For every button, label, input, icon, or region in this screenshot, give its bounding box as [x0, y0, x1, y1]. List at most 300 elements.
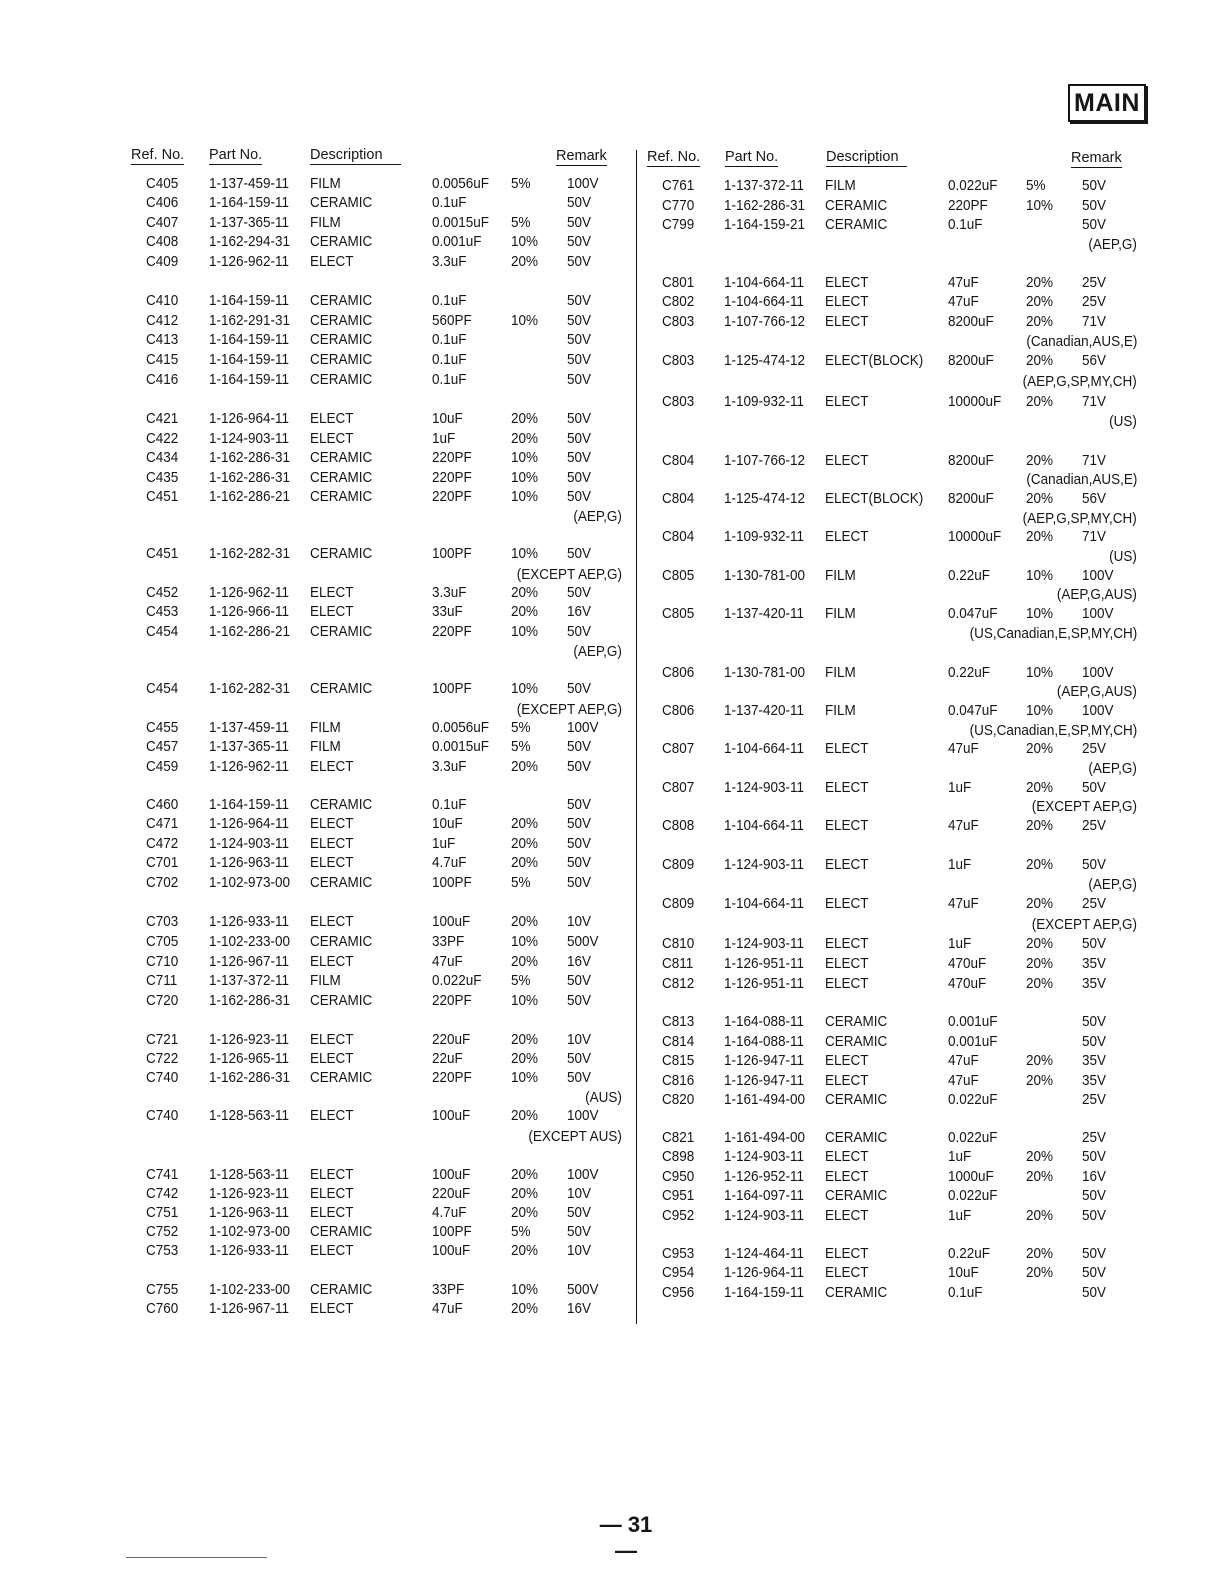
- voltage-cell: 71V: [1082, 393, 1107, 410]
- description-cell: CERAMIC: [825, 1033, 888, 1050]
- remark-note-cell: (AEP,G): [1088, 760, 1137, 777]
- description-cell: ELECT: [310, 953, 354, 970]
- value-cell: 0.047uF: [948, 702, 998, 719]
- ref-no-cell: C815: [662, 1052, 695, 1069]
- part-no-cell: 1-161-494-00: [724, 1091, 806, 1108]
- description-cell: ELECT: [825, 1264, 869, 1281]
- part-no-cell: 1-124-464-11: [724, 1245, 805, 1262]
- part-no-cell: 1-126-923-11: [209, 1185, 290, 1202]
- ref-no-cell: C742: [146, 1185, 179, 1202]
- tolerance-cell: 10%: [511, 545, 539, 562]
- voltage-cell: 16V: [567, 603, 592, 620]
- value-cell: 470uF: [948, 975, 987, 992]
- tolerance-cell: 20%: [1026, 393, 1054, 410]
- tolerance-cell: 20%: [1026, 528, 1054, 545]
- remark-note-cell: (AEP,G,SP,MY,CH): [1022, 510, 1137, 527]
- voltage-cell: 50V: [567, 796, 592, 813]
- value-cell: 0.1uF: [432, 292, 467, 309]
- voltage-cell: 50V: [567, 292, 592, 309]
- ref-no-cell: C409: [146, 253, 179, 270]
- tolerance-cell: 20%: [511, 913, 539, 930]
- voltage-cell: 25V: [1082, 274, 1107, 291]
- ref-no-cell: C805: [662, 567, 695, 584]
- tolerance-cell: 20%: [1026, 1245, 1054, 1262]
- description-cell: CERAMIC: [310, 351, 373, 368]
- description-cell: CERAMIC: [825, 1091, 888, 1108]
- tolerance-cell: 10%: [1026, 702, 1054, 719]
- voltage-cell: 100V: [567, 175, 599, 192]
- remark-note-cell: (US,Canadian,E,SP,MY,CH): [969, 625, 1137, 642]
- value-cell: 33uF: [432, 603, 463, 620]
- ref-no-cell: C814: [662, 1033, 695, 1050]
- voltage-cell: 50V: [1082, 1264, 1107, 1281]
- part-no-cell: 1-162-282-31: [209, 545, 291, 562]
- ref-no-cell: C804: [662, 452, 695, 469]
- voltage-cell: 50V: [567, 874, 592, 891]
- part-no-cell: 1-164-088-11: [724, 1013, 805, 1030]
- description-cell: ELECT: [825, 895, 869, 912]
- header-description-right: Description: [826, 149, 907, 167]
- part-no-cell: 1-126-964-11: [724, 1264, 805, 1281]
- ref-no-cell: C751: [146, 1204, 179, 1221]
- part-no-cell: 1-130-781-00: [724, 664, 806, 681]
- voltage-cell: 500V: [567, 1281, 599, 1298]
- remark-note-cell: (EXCEPT AEP,G): [1031, 916, 1137, 933]
- voltage-cell: 50V: [567, 351, 592, 368]
- tolerance-cell: 20%: [511, 1185, 539, 1202]
- description-cell: ELECT: [310, 815, 354, 832]
- description-cell: FILM: [825, 177, 856, 194]
- remark-note-cell: (AEP,G): [1088, 236, 1137, 253]
- voltage-cell: 50V: [567, 758, 592, 775]
- voltage-cell: 50V: [1082, 216, 1107, 233]
- tolerance-cell: 20%: [511, 1166, 539, 1183]
- tolerance-cell: 20%: [511, 835, 539, 852]
- tolerance-cell: 20%: [511, 584, 539, 601]
- remark-note-cell: (AEP,G): [1088, 876, 1137, 893]
- description-cell: CERAMIC: [310, 623, 373, 640]
- part-no-cell: 1-126-962-11: [209, 584, 290, 601]
- voltage-cell: 56V: [1082, 352, 1107, 369]
- tolerance-cell: 5%: [511, 1223, 531, 1240]
- value-cell: 47uF: [948, 274, 979, 291]
- description-cell: CERAMIC: [310, 449, 373, 466]
- tolerance-cell: 10%: [1026, 664, 1054, 681]
- value-cell: 47uF: [948, 293, 979, 310]
- ref-no-cell: C451: [146, 545, 179, 562]
- part-no-cell: 1-126-951-11: [724, 975, 805, 992]
- value-cell: 100PF: [432, 1223, 472, 1240]
- value-cell: 33PF: [432, 1281, 465, 1298]
- value-cell: 8200uF: [948, 490, 994, 507]
- remark-note-cell: (EXCEPT AEP,G): [1031, 798, 1137, 815]
- ref-no-cell: C410: [146, 292, 179, 309]
- value-cell: 3.3uF: [432, 253, 467, 270]
- value-cell: 220PF: [432, 623, 472, 640]
- voltage-cell: 16V: [1082, 1168, 1107, 1185]
- tolerance-cell: 20%: [511, 815, 539, 832]
- description-cell: ELECT: [825, 313, 869, 330]
- ref-no-cell: C413: [146, 331, 179, 348]
- voltage-cell: 50V: [567, 623, 592, 640]
- ref-no-cell: C408: [146, 233, 179, 250]
- description-cell: ELECT: [825, 293, 869, 310]
- tolerance-cell: 5%: [1026, 177, 1046, 194]
- ref-no-cell: C952: [662, 1207, 695, 1224]
- part-no-cell: 1-126-923-11: [209, 1031, 290, 1048]
- value-cell: 0.1uF: [432, 194, 467, 211]
- value-cell: 22uF: [432, 1050, 463, 1067]
- remark-note-cell: (AEP,G,AUS): [1056, 586, 1137, 603]
- ref-no-cell: C421: [146, 410, 179, 427]
- ref-no-cell: C705: [146, 933, 179, 950]
- ref-no-cell: C755: [146, 1281, 179, 1298]
- value-cell: 0.022uF: [948, 1187, 998, 1204]
- header-description-left: Description: [310, 147, 401, 165]
- voltage-cell: 50V: [567, 738, 592, 755]
- tolerance-cell: 20%: [1026, 1168, 1054, 1185]
- part-no-cell: 1-125-474-12: [724, 352, 806, 369]
- description-cell: ELECT: [310, 1031, 354, 1048]
- ref-no-cell: C801: [662, 274, 695, 291]
- description-cell: ELECT: [310, 913, 354, 930]
- voltage-cell: 25V: [1082, 740, 1107, 757]
- part-no-cell: 1-124-903-11: [209, 430, 290, 447]
- description-cell: FILM: [310, 972, 341, 989]
- value-cell: 0.0056uF: [432, 175, 490, 192]
- tolerance-cell: 10%: [511, 992, 539, 1009]
- voltage-cell: 10V: [567, 913, 592, 930]
- part-no-cell: 1-109-932-11: [724, 393, 805, 410]
- description-cell: ELECT: [310, 1300, 354, 1317]
- description-cell: CERAMIC: [310, 933, 373, 950]
- voltage-cell: 10V: [567, 1185, 592, 1202]
- part-no-cell: 1-126-963-11: [209, 1204, 290, 1221]
- ref-no-cell: C806: [662, 664, 695, 681]
- value-cell: 47uF: [948, 817, 979, 834]
- description-cell: FILM: [310, 738, 341, 755]
- part-no-cell: 1-126-966-11: [209, 603, 290, 620]
- tolerance-cell: 20%: [1026, 817, 1054, 834]
- description-cell: CERAMIC: [310, 1281, 373, 1298]
- voltage-cell: 50V: [1082, 1148, 1107, 1165]
- voltage-cell: 50V: [1082, 197, 1107, 214]
- tolerance-cell: 20%: [511, 1204, 539, 1221]
- ref-no-cell: C405: [146, 175, 179, 192]
- description-cell: CERAMIC: [310, 874, 373, 891]
- remark-note-cell: (EXCEPT AEP,G): [516, 566, 622, 583]
- description-cell: ELECT: [825, 779, 869, 796]
- part-no-cell: 1-124-903-11: [724, 935, 805, 952]
- ref-no-cell: C703: [146, 913, 179, 930]
- description-cell: CERAMIC: [825, 1129, 888, 1146]
- value-cell: 47uF: [432, 953, 463, 970]
- description-cell: FILM: [825, 567, 856, 584]
- ref-no-cell: C802: [662, 293, 695, 310]
- description-cell: CERAMIC: [310, 1069, 373, 1086]
- footer-link-underline: [126, 1557, 267, 1558]
- voltage-cell: 50V: [567, 545, 592, 562]
- ref-no-cell: C809: [662, 856, 695, 873]
- part-no-cell: 1-124-903-11: [724, 856, 805, 873]
- description-cell: ELECT: [310, 1204, 354, 1221]
- ref-no-cell: C460: [146, 796, 179, 813]
- voltage-cell: 50V: [567, 854, 592, 871]
- value-cell: 100uF: [432, 1166, 471, 1183]
- remark-note-cell: (EXCEPT AUS): [528, 1128, 622, 1145]
- ref-no-cell: C821: [662, 1129, 695, 1146]
- description-cell: ELECT: [825, 1052, 869, 1069]
- tolerance-cell: 10%: [511, 680, 539, 697]
- tolerance-cell: 5%: [511, 874, 531, 891]
- part-no-cell: 1-126-933-11: [209, 1242, 290, 1259]
- part-no-cell: 1-162-294-31: [209, 233, 291, 250]
- voltage-cell: 50V: [567, 1223, 592, 1240]
- voltage-cell: 50V: [567, 835, 592, 852]
- tolerance-cell: 20%: [511, 1242, 539, 1259]
- description-cell: ELECT: [825, 975, 869, 992]
- tolerance-cell: 20%: [511, 1031, 539, 1048]
- tolerance-cell: 5%: [511, 175, 531, 192]
- description-cell: ELECT: [310, 1242, 354, 1259]
- description-cell: CERAMIC: [825, 216, 888, 233]
- voltage-cell: 50V: [1082, 1033, 1107, 1050]
- voltage-cell: 100V: [567, 719, 599, 736]
- ref-no-cell: C807: [662, 779, 695, 796]
- tolerance-cell: 20%: [511, 1300, 539, 1317]
- tolerance-cell: 20%: [1026, 274, 1054, 291]
- part-no-cell: 1-102-233-00: [209, 1281, 291, 1298]
- part-no-cell: 1-162-286-31: [209, 992, 291, 1009]
- part-no-cell: 1-137-365-11: [209, 738, 290, 755]
- value-cell: 220uF: [432, 1031, 471, 1048]
- ref-no-cell: C720: [146, 992, 179, 1009]
- description-cell: ELECT: [825, 955, 869, 972]
- voltage-cell: 71V: [1082, 313, 1107, 330]
- ref-no-cell: C804: [662, 528, 695, 545]
- ref-no-cell: C810: [662, 935, 695, 952]
- header-part-no-left: Part No.: [209, 147, 263, 163]
- voltage-cell: 50V: [567, 469, 592, 486]
- value-cell: 0.0015uF: [432, 214, 490, 231]
- voltage-cell: 50V: [1082, 935, 1107, 952]
- voltage-cell: 50V: [567, 312, 592, 329]
- description-cell: CERAMIC: [310, 312, 373, 329]
- ref-no-cell: C803: [662, 352, 695, 369]
- ref-no-cell: C804: [662, 490, 695, 507]
- voltage-cell: 25V: [1082, 293, 1107, 310]
- description-cell: FILM: [825, 664, 856, 681]
- voltage-cell: 50V: [1082, 177, 1107, 194]
- value-cell: 1uF: [432, 835, 456, 852]
- description-cell: ELECT: [310, 603, 354, 620]
- part-no-cell: 1-164-159-21: [724, 216, 806, 233]
- tolerance-cell: 5%: [511, 738, 531, 755]
- value-cell: 0.1uF: [432, 331, 467, 348]
- tolerance-cell: 5%: [511, 719, 531, 736]
- tolerance-cell: 20%: [1026, 975, 1054, 992]
- header-ref-no-right: Ref. No.: [647, 149, 701, 165]
- voltage-cell: 100V: [1082, 664, 1114, 681]
- part-no-cell: 1-102-973-00: [209, 1223, 291, 1240]
- description-cell: ELECT: [825, 274, 869, 291]
- ref-no-cell: C701: [146, 854, 179, 871]
- description-cell: CERAMIC: [310, 371, 373, 388]
- voltage-cell: 25V: [1082, 1091, 1107, 1108]
- value-cell: 100uF: [432, 1107, 471, 1124]
- tolerance-cell: 20%: [1026, 1148, 1054, 1165]
- value-cell: 1uF: [948, 1148, 972, 1165]
- part-no-cell: 1-125-474-12: [724, 490, 806, 507]
- value-cell: 1uF: [432, 430, 456, 447]
- part-no-cell: 1-124-903-11: [724, 1148, 805, 1165]
- ref-no-cell: C452: [146, 584, 179, 601]
- description-cell: ELECT: [825, 817, 869, 834]
- voltage-cell: 71V: [1082, 452, 1107, 469]
- ref-no-cell: C454: [146, 680, 179, 697]
- voltage-cell: 50V: [567, 331, 592, 348]
- part-no-cell: 1-104-664-11: [724, 274, 805, 291]
- tolerance-cell: 20%: [1026, 313, 1054, 330]
- description-cell: CERAMIC: [825, 197, 888, 214]
- tolerance-cell: 20%: [1026, 1207, 1054, 1224]
- header-remark-right: Remark: [1071, 150, 1122, 166]
- tolerance-cell: 20%: [1026, 779, 1054, 796]
- part-no-cell: 1-126-964-11: [209, 410, 290, 427]
- voltage-cell: 50V: [567, 992, 592, 1009]
- description-cell: FILM: [825, 702, 856, 719]
- description-cell: ELECT: [310, 1107, 354, 1124]
- remark-note-cell: (EXCEPT AEP,G): [516, 701, 622, 718]
- tolerance-cell: 20%: [511, 253, 539, 270]
- voltage-cell: 50V: [567, 449, 592, 466]
- ref-no-cell: C806: [662, 702, 695, 719]
- voltage-cell: 50V: [567, 1069, 592, 1086]
- voltage-cell: 500V: [567, 933, 599, 950]
- ref-no-cell: C752: [146, 1223, 179, 1240]
- value-cell: 0.022uF: [948, 1129, 998, 1146]
- ref-no-cell: C415: [146, 351, 179, 368]
- part-no-cell: 1-162-286-31: [209, 449, 291, 466]
- description-cell: FILM: [310, 719, 341, 736]
- tolerance-cell: 10%: [511, 1281, 539, 1298]
- voltage-cell: 16V: [567, 953, 592, 970]
- ref-no-cell: C953: [662, 1245, 695, 1262]
- ref-no-cell: C455: [146, 719, 179, 736]
- voltage-cell: 100V: [1082, 567, 1114, 584]
- voltage-cell: 50V: [567, 253, 592, 270]
- ref-no-cell: C406: [146, 194, 179, 211]
- ref-no-cell: C453: [146, 603, 179, 620]
- value-cell: 47uF: [948, 740, 979, 757]
- description-cell: ELECT: [310, 1166, 354, 1183]
- tolerance-cell: 20%: [511, 1050, 539, 1067]
- description-cell: ELECT: [825, 1168, 869, 1185]
- tolerance-cell: 10%: [1026, 605, 1054, 622]
- part-no-cell: 1-126-962-11: [209, 758, 290, 775]
- ref-no-cell: C740: [146, 1107, 179, 1124]
- tolerance-cell: 20%: [1026, 452, 1054, 469]
- voltage-cell: 100V: [1082, 702, 1114, 719]
- voltage-cell: 25V: [1082, 817, 1107, 834]
- description-cell: CERAMIC: [310, 292, 373, 309]
- ref-no-cell: C803: [662, 393, 695, 410]
- tolerance-cell: 20%: [1026, 740, 1054, 757]
- ref-no-cell: C805: [662, 605, 695, 622]
- remark-note-cell: (US): [1109, 413, 1137, 430]
- ref-no-cell: C761: [662, 177, 695, 194]
- value-cell: 100PF: [432, 545, 472, 562]
- ref-no-cell: C803: [662, 313, 695, 330]
- part-no-cell: 1-164-159-11: [209, 292, 290, 309]
- description-cell: CERAMIC: [310, 796, 373, 813]
- value-cell: 0.22uF: [948, 664, 991, 681]
- part-no-cell: 1-137-365-11: [209, 214, 290, 231]
- voltage-cell: 50V: [567, 430, 592, 447]
- description-cell: ELECT: [310, 584, 354, 601]
- voltage-cell: 50V: [1082, 856, 1107, 873]
- description-cell: CERAMIC: [310, 469, 373, 486]
- part-no-cell: 1-164-159-11: [209, 351, 290, 368]
- value-cell: 10000uF: [948, 528, 1002, 545]
- value-cell: 220PF: [948, 197, 988, 214]
- value-cell: 0.1uF: [948, 1284, 983, 1301]
- part-no-cell: 1-126-965-11: [209, 1050, 290, 1067]
- description-cell: ELECT: [825, 1072, 869, 1089]
- description-cell: CERAMIC: [310, 488, 373, 505]
- tolerance-cell: 10%: [511, 933, 539, 950]
- header-remark-left: Remark: [556, 148, 607, 164]
- ref-no-cell: C898: [662, 1148, 695, 1165]
- tolerance-cell: 10%: [1026, 567, 1054, 584]
- ref-no-cell: C412: [146, 312, 179, 329]
- ref-no-cell: C454: [146, 623, 179, 640]
- main-section-badge: MAIN: [1068, 84, 1146, 122]
- voltage-cell: 35V: [1082, 1072, 1107, 1089]
- description-cell: CERAMIC: [825, 1284, 888, 1301]
- voltage-cell: 16V: [567, 1300, 592, 1317]
- part-no-cell: 1-126-947-11: [724, 1052, 805, 1069]
- tolerance-cell: 20%: [1026, 490, 1054, 507]
- part-no-cell: 1-126-952-11: [724, 1168, 805, 1185]
- tolerance-cell: 20%: [511, 410, 539, 427]
- value-cell: 220PF: [432, 488, 472, 505]
- header-ref-no-left: Ref. No.: [131, 147, 185, 163]
- description-cell: CERAMIC: [825, 1187, 888, 1204]
- ref-no-cell: C954: [662, 1264, 695, 1281]
- remark-note-cell: (AEP,G): [573, 643, 622, 660]
- ref-no-cell: C808: [662, 817, 695, 834]
- description-cell: ELECT: [310, 410, 354, 427]
- voltage-cell: 25V: [1082, 895, 1107, 912]
- value-cell: 0.22uF: [948, 567, 991, 584]
- part-no-cell: 1-164-159-11: [209, 194, 290, 211]
- value-cell: 10000uF: [948, 393, 1002, 410]
- part-no-cell: 1-137-372-11: [724, 177, 805, 194]
- ref-no-cell: C435: [146, 469, 179, 486]
- voltage-cell: 50V: [567, 815, 592, 832]
- tolerance-cell: 10%: [511, 488, 539, 505]
- tolerance-cell: 10%: [511, 449, 539, 466]
- part-no-cell: 1-164-159-11: [724, 1284, 805, 1301]
- description-cell: ELECT: [825, 1245, 869, 1262]
- part-no-cell: 1-126-964-11: [209, 815, 290, 832]
- part-no-cell: 1-137-459-11: [209, 175, 290, 192]
- description-cell: ELECT: [310, 758, 354, 775]
- value-cell: 1000uF: [948, 1168, 994, 1185]
- value-cell: 220PF: [432, 469, 472, 486]
- tolerance-cell: 20%: [1026, 895, 1054, 912]
